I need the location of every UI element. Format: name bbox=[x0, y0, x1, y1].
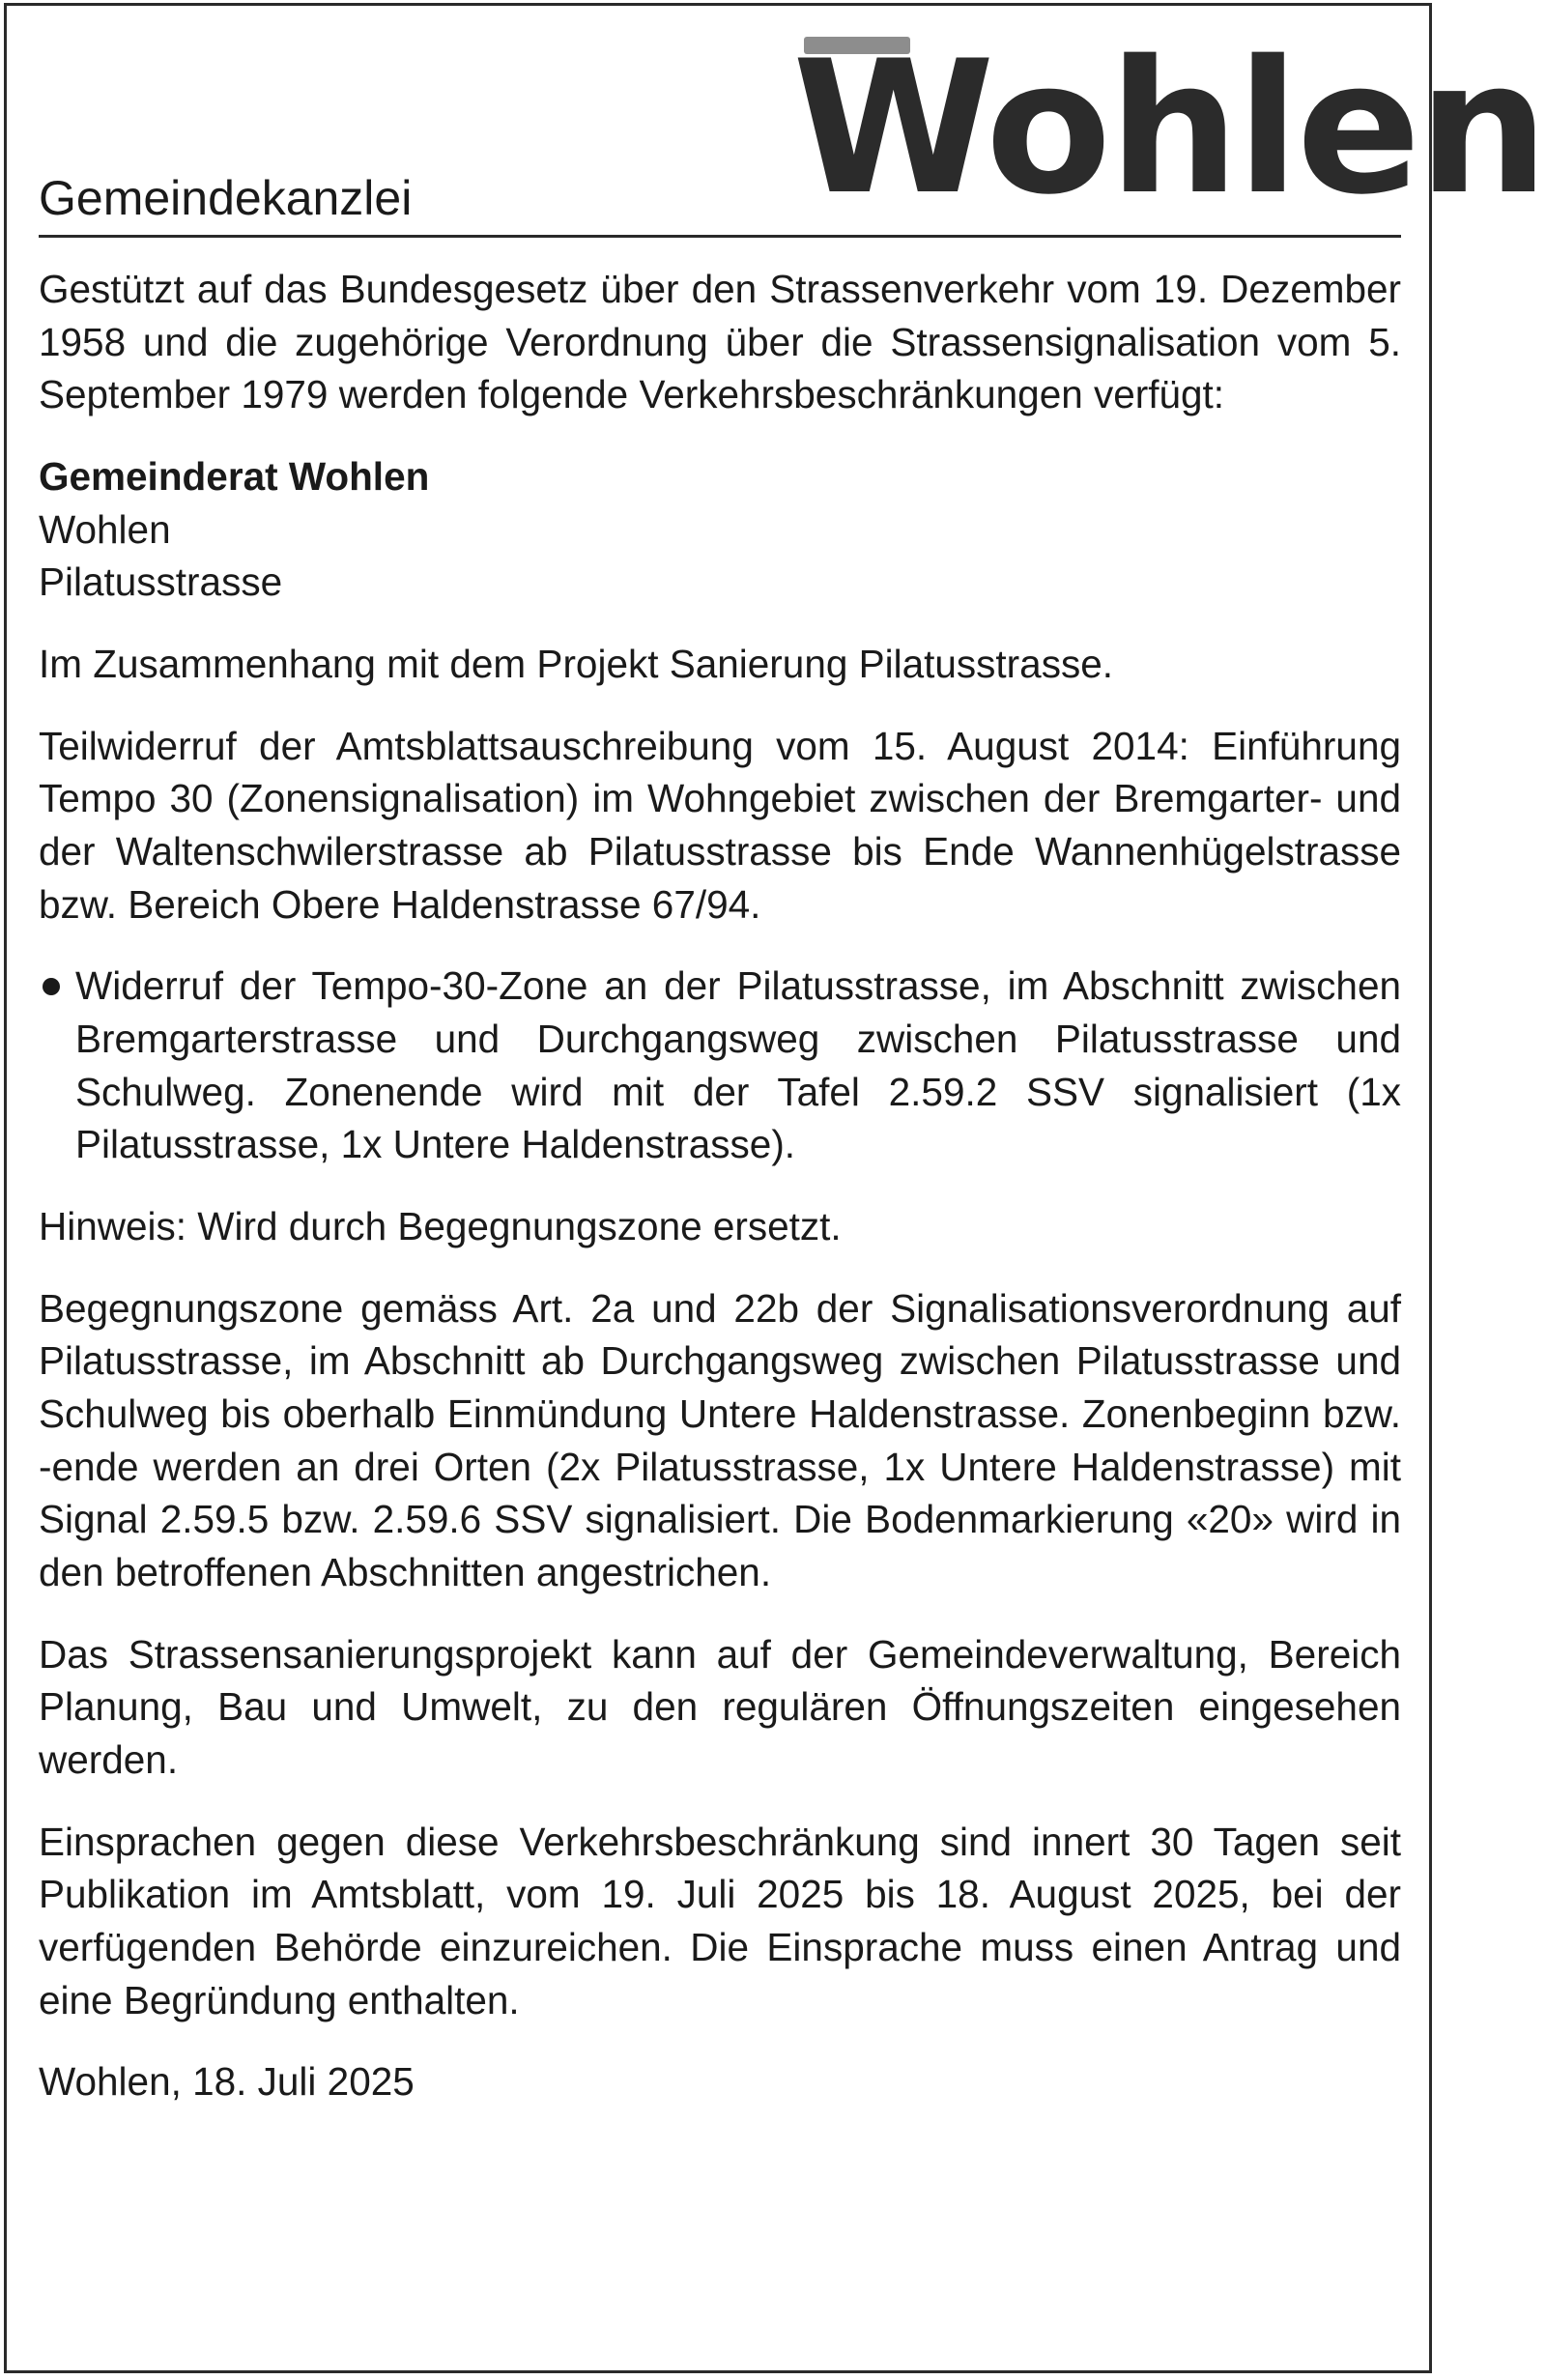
header bbox=[39, 21, 1546, 237]
street-name: Pilatusstrasse bbox=[39, 559, 283, 605]
authority-name: Gemeinderat Wohlen bbox=[39, 454, 430, 500]
bullet-list bbox=[39, 960, 1401, 1171]
objections-paragraph: Einsprachen gegen diese Verkehrsbeschränkung sind innert 30 Tagen seit Publikation im Amtsblatt, vom 19. Juli 2025 bis 18. August 2025, bei der verfügenden Behörde einzureichen. Die Einsprache muss einen Antrag und eine Begründung enthalten. bbox=[39, 1819, 1401, 2022]
note-paragraph: Hinweis: Wird durch Begegnungszone ersetzt. bbox=[39, 1204, 842, 1249]
date-line: Wohlen, 18. Juli 2025 bbox=[39, 2059, 415, 2105]
project-info-paragraph: Das Strassensanierungsprojekt kann auf der Gemeindeverwaltung, Bereich Planung, Bau und Umwelt, zu den regulären Öffnungszeiten eingesehen werden. bbox=[39, 1631, 1401, 1783]
list-item bbox=[39, 960, 1401, 1171]
intro-paragraph: Gestützt auf das Bundesgesetz über den Strassenverkehr vom 19. Dezember 1958 und die zugehörige Verordnung über die Strassensignalisation vom 5. September 1979 werden folgende Verkehrsbeschränkungen verfügt: bbox=[39, 267, 1401, 417]
bullet-icon bbox=[43, 978, 60, 995]
bullet-text: Widerruf der Tempo-30-Zone an der Pilatusstrasse, im Abschnitt zwischen Bremgarterstrasse und Durchgangsweg zwischen Pilatusstrasse und Schulweg. Zonenende wird mit der Tafel 2.59.2 SSV signalisiert (1x Pilatusstrasse, 1x Untere Haldenstrasse). bbox=[75, 963, 1401, 1167]
department-title: Gemeindekanzlei bbox=[39, 171, 413, 225]
notice-body bbox=[39, 263, 1401, 2137]
context-paragraph: Im Zusammenhang mit dem Projekt Sanierung Pilatusstrasse. bbox=[39, 642, 1113, 687]
authority-block bbox=[39, 450, 1401, 609]
meeting-zone-paragraph: Begegnungszone gemäss Art. 2a und 22b der Signalisationsverordnung auf Pilatusstrasse, im Abschnitt ab Durchgangsweg zwischen Pilatusstrasse und Schulweg bis oberhalb Einmündung Untere Haldenstrasse. Zonenbeginn bzw. -ende werden an drei Orten (2x Pilatusstrasse, 1x Untere Haldenstrasse) mit Signal 2.59.5 bzw. 2.59.6 SSV signalisiert. Die Bodenmarkierung «20» wird in den betroffenen Abschnitten angestrichen. bbox=[39, 1285, 1401, 1595]
header-divider bbox=[39, 235, 1401, 238]
location-name: Wohlen bbox=[39, 506, 171, 552]
wohlen-logo bbox=[792, 21, 1546, 235]
logo-wordmark: Wohlen bbox=[792, 21, 1546, 235]
partial-revocation-paragraph: Teilwiderruf der Amtsblattsauschreibung vom 15. August 2014: Einführung Tempo 30 (Zonensignalisation) im Wohngebiet zwischen der Bremgarter- und der Waltenschwilerstrasse ab Pilatusstrasse bis Ende Wannenhügelstrasse bzw. Bereich Obere Haldenstrasse 67/94. bbox=[39, 723, 1401, 927]
